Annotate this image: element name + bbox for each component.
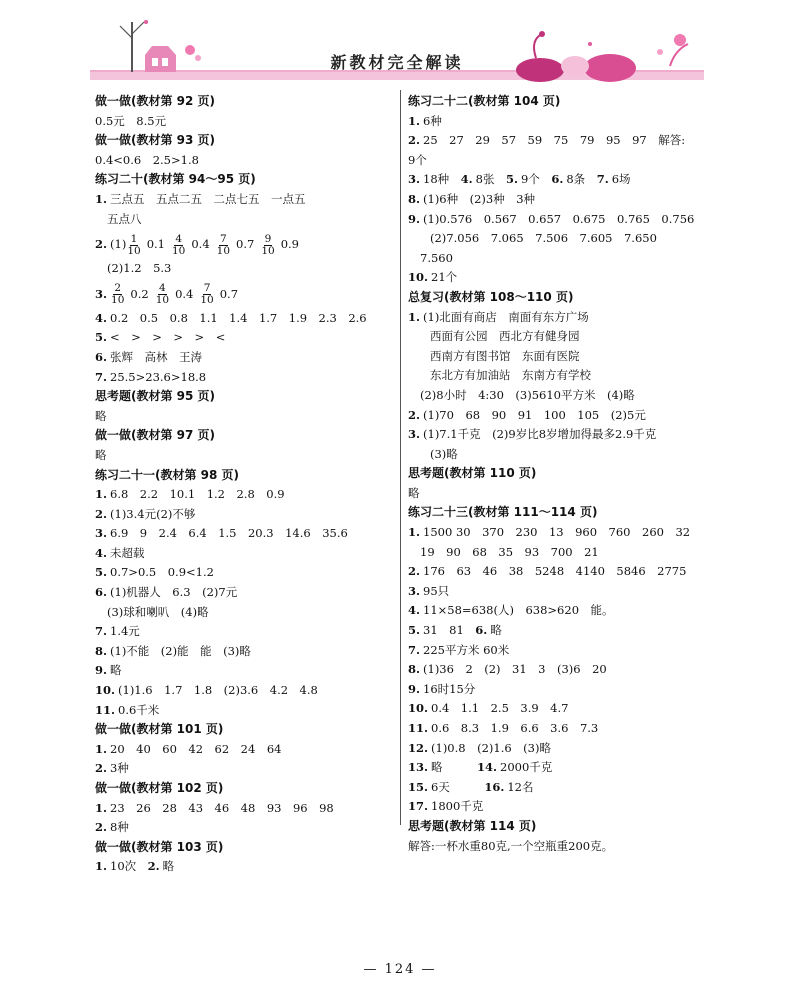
answer-line <box>95 622 395 642</box>
item-number: 10. <box>95 683 116 698</box>
answer-text: 略 <box>408 485 420 500</box>
answer-line <box>95 190 395 210</box>
answer-text: (1)不能 (2)能 能 (3)略 <box>110 643 251 658</box>
answer-line <box>95 210 395 230</box>
item-number: 2. <box>95 820 108 835</box>
answer-text: 略 <box>162 859 175 874</box>
answer-segment <box>110 279 149 309</box>
answer-line <box>408 112 713 132</box>
answer-line <box>95 407 395 427</box>
page-header <box>90 10 704 82</box>
fraction-denominator: 10 <box>200 294 214 307</box>
fraction-numerator: 4 <box>175 232 183 245</box>
decimal-value: 0.4 <box>175 286 194 301</box>
answer-segment <box>216 229 255 259</box>
answer-text: (1)6种 (2)3种 3种 <box>423 191 536 206</box>
fraction-numerator: 9 <box>264 232 272 245</box>
answer-line <box>408 268 713 288</box>
answer-line <box>95 563 395 583</box>
right-column <box>408 92 713 856</box>
answer-text: 6.8 2.2 10.1 1.2 2.8 0.9 <box>110 487 285 502</box>
answer-line <box>95 259 395 279</box>
answer-line <box>95 857 395 877</box>
fraction-denominator: 10 <box>261 244 275 257</box>
heading-text: 思考题(教材第 95 页) <box>95 389 216 404</box>
answer-text: (1)36 2 (2) 31 3 (3)6 20 <box>423 662 607 677</box>
answer-text: 0.7>0.5 0.9<1.2 <box>110 565 214 580</box>
section-heading <box>95 170 395 190</box>
fraction-denominator: 10 <box>111 294 125 307</box>
section-heading <box>95 838 395 858</box>
item-number: 4. <box>95 545 108 560</box>
answer-text: (1)70 68 90 91 100 105 (2)5元 <box>423 407 646 422</box>
item-number: 3. <box>408 427 421 442</box>
item-number: 1. <box>408 113 421 128</box>
answer-line <box>95 505 395 525</box>
answer-text: 18种 <box>423 172 461 187</box>
answer-line <box>95 279 395 309</box>
decimal-value: 0.4 <box>191 237 210 252</box>
item-number: 2. <box>95 237 108 252</box>
decimal-value: 0.7 <box>236 237 255 252</box>
answer-line <box>408 190 713 210</box>
item-number: 16. <box>484 779 505 794</box>
fraction <box>200 283 213 306</box>
heading-text: 练习二十一(教材第 98 页) <box>95 467 240 482</box>
heading-text: 做一做(教材第 97 页) <box>95 428 216 443</box>
answer-line <box>95 603 395 623</box>
item-number: 1. <box>408 525 421 540</box>
answer-segment <box>199 279 238 309</box>
answer-text: 12名 <box>507 779 534 794</box>
answer-text: 3种 <box>110 761 129 776</box>
answer-text: 10次 <box>110 859 148 874</box>
fraction <box>127 234 140 257</box>
fraction-denominator: 10 <box>216 244 231 257</box>
item-number: 4. <box>460 172 473 187</box>
answer-line <box>95 151 395 171</box>
answer-segment <box>110 229 165 259</box>
column-divider <box>400 90 401 825</box>
item-number: 8. <box>408 191 421 206</box>
answer-text: 1500 30 370 230 13 960 760 260 32 <box>423 525 691 540</box>
answer-text: 6.9 9 2.4 6.4 1.5 20.3 14.6 35.6 <box>110 526 348 541</box>
answer-text: 1800千克 <box>431 799 484 814</box>
answer-text: 19 90 68 35 93 700 21 <box>420 544 599 559</box>
header-title: 新教材完全解读 <box>330 53 464 72</box>
answer-line <box>408 837 713 857</box>
item-number: 2. <box>95 761 108 776</box>
item-number: 1. <box>408 309 421 324</box>
fraction <box>261 234 274 257</box>
answer-line <box>95 368 395 388</box>
answer-text: 西南方有图书馆 东面有医院 <box>430 348 580 363</box>
item-number: 6. <box>551 172 564 187</box>
answer-text: 21个 <box>431 270 458 285</box>
answer-line <box>95 229 395 259</box>
fraction-denominator: 10 <box>127 244 141 257</box>
section-heading <box>95 720 395 740</box>
answer-line <box>408 601 713 621</box>
item-number: 3. <box>408 172 421 187</box>
item-number: 2. <box>408 407 421 422</box>
item-number: 11. <box>408 721 429 735</box>
answer-line <box>408 406 713 426</box>
fraction <box>111 283 124 306</box>
answer-text: 西面有公园 西北方有健身园 <box>430 329 580 344</box>
item-number: 1. <box>95 191 108 206</box>
answer-text: (1)3.4元(2)不够 <box>110 506 196 521</box>
answer-line <box>408 445 713 465</box>
item-number: 7. <box>95 624 108 639</box>
answer-line <box>408 151 713 171</box>
answer-text: 95只 <box>423 583 450 598</box>
answer-line <box>408 210 713 230</box>
answer-text: 0.4<0.6 2.5>1.8 <box>95 152 199 167</box>
answer-text: 7.560 <box>420 250 453 265</box>
item-number: 1. <box>95 800 108 815</box>
answer-text: (1)0.8 (2)1.6 (3)略 <box>431 740 551 755</box>
answer-line <box>408 797 713 817</box>
answer-line <box>95 759 395 779</box>
answer-text: (2)8小时 4:30 (3)5610平方米 (4)略 <box>420 387 635 402</box>
answer-text: 8张 <box>475 172 506 187</box>
answer-text: (3)略 <box>430 446 458 461</box>
fraction-denominator: 10 <box>155 294 170 307</box>
item-number: 3. <box>95 526 108 541</box>
heading-text: 思考题(教材第 110 页) <box>408 466 537 481</box>
item-number: 9. <box>95 663 108 678</box>
answer-text: 25.5>23.6>18.8 <box>110 369 207 384</box>
item-number: 5. <box>95 565 108 580</box>
item-number: 6. <box>95 585 108 600</box>
section-heading <box>408 92 713 112</box>
answer-line <box>408 660 713 680</box>
answer-line <box>95 544 395 564</box>
fraction-numerator: 7 <box>203 282 211 295</box>
item-number: 3. <box>95 286 108 301</box>
section-heading <box>408 817 713 837</box>
answer-line <box>95 642 395 662</box>
answer-text: < > > > > < <box>110 330 226 345</box>
item-number: 9. <box>408 211 421 226</box>
fraction-numerator: 7 <box>220 232 227 245</box>
item-number: 1. <box>95 741 108 756</box>
answer-line <box>408 249 713 269</box>
item-number: 8. <box>95 643 108 658</box>
answer-text: 9个 <box>521 172 552 187</box>
answer-text: 0.5元 8.5元 <box>95 113 167 128</box>
item-number: 2. <box>147 859 160 874</box>
answer-text: 8种 <box>110 820 129 835</box>
heading-text: 做一做(教材第 93 页) <box>95 133 216 148</box>
answer-text: 五点八 <box>107 211 142 226</box>
item-number: 6. <box>95 349 108 364</box>
answer-text: 1.4元 <box>110 624 140 639</box>
item-number: 7. <box>95 369 108 384</box>
item-number: 13. <box>408 760 429 775</box>
answer-text: 20 40 60 42 62 24 64 <box>110 741 282 756</box>
answer-line <box>408 778 713 798</box>
answer-line <box>408 308 713 328</box>
decimal-value: 0.1 <box>146 237 165 252</box>
answer-line <box>408 170 713 190</box>
answer-text: (3)球和喇叭 (4)略 <box>107 604 209 619</box>
item-number: 3. <box>408 583 421 598</box>
item-number: 12. <box>408 740 429 755</box>
answer-line <box>95 799 395 819</box>
fraction-numerator: 2 <box>114 282 122 295</box>
answer-text: 6场 <box>611 172 631 187</box>
heading-text: 做一做(教材第 101 页) <box>95 722 224 737</box>
item-number: 1. <box>95 487 108 502</box>
answer-text: 0.2 0.5 0.8 1.1 1.4 1.7 1.9 2.3 2.6 <box>110 310 367 325</box>
answer-line <box>95 112 395 132</box>
answer-line <box>408 131 713 151</box>
section-heading <box>408 503 713 523</box>
answer-line <box>408 680 713 700</box>
answer-line <box>408 425 713 445</box>
section-heading <box>95 131 395 151</box>
left-column <box>95 92 395 877</box>
answer-text: (2)1.2 5.3 <box>107 261 172 276</box>
answer-line <box>95 348 395 368</box>
answer-line <box>408 484 713 504</box>
answer-text: 略 <box>490 623 502 638</box>
answer-line <box>408 229 713 249</box>
answer-text: (1)机器人 6.3 (2)7元 <box>110 585 238 600</box>
answer-line <box>95 328 395 348</box>
answer-text: 176 63 46 38 5248 4140 5846 2775 <box>423 564 687 579</box>
heading-text: 做一做(教材第 103 页) <box>95 839 224 854</box>
answer-line <box>95 818 395 838</box>
item-number: 10. <box>408 270 429 285</box>
item-number: 11. <box>95 702 116 717</box>
answer-line <box>408 621 713 641</box>
answer-text: 0.4 1.1 2.5 3.9 4.7 <box>431 701 569 716</box>
item-number: 15. <box>408 779 429 794</box>
section-heading <box>95 387 395 407</box>
item-number: 17. <box>408 799 429 814</box>
section-heading <box>408 288 713 308</box>
item-number: 4. <box>408 603 421 618</box>
answer-line <box>408 719 713 739</box>
item-number: 2. <box>408 564 421 579</box>
answer-text: (1)0.576 0.567 0.657 0.675 0.765 0.756 <box>423 211 695 226</box>
item-number: 6. <box>475 623 488 638</box>
item-number: 5. <box>95 330 108 345</box>
answer-text: 31 81 <box>423 623 476 638</box>
answer-text: 25 27 29 57 59 75 79 95 97 解答: <box>423 133 686 148</box>
answer-text: 11×58=638(人) 638>620 能。 <box>423 603 614 618</box>
answer-line <box>408 366 713 386</box>
answer-line <box>408 641 713 661</box>
answer-text: 解答:一杯水重80克,一个空瓶重200克。 <box>408 838 614 853</box>
answer-text: 6天 <box>431 779 485 794</box>
item-number: 2. <box>408 133 421 148</box>
fraction <box>217 234 230 257</box>
answer-line <box>95 681 395 701</box>
answer-line <box>408 386 713 406</box>
answer-line <box>408 543 713 563</box>
answer-segment <box>171 229 210 259</box>
answer-text: 未超载 <box>110 545 145 560</box>
decimal-value: 0.2 <box>130 286 149 301</box>
item-number: 7. <box>408 642 421 657</box>
answer-text: 23 26 28 43 46 48 93 96 98 <box>110 800 334 815</box>
fraction-numerator: 1 <box>130 232 138 245</box>
item-number: 14. <box>477 760 498 775</box>
fraction-denominator: 10 <box>171 244 186 257</box>
heading-text: 练习二十(教材第 94～95 页) <box>95 172 256 187</box>
answer-line <box>95 485 395 505</box>
answer-text: 9个 <box>408 152 427 167</box>
answer-line <box>95 661 395 681</box>
item-number: 8. <box>408 662 421 677</box>
answer-text: (1)7.1千克 (2)9岁比8岁增加得最多2.9千克 <box>423 427 657 442</box>
answer-line <box>95 701 395 721</box>
item-number: 7. <box>596 172 609 187</box>
item-number: 2. <box>95 506 108 521</box>
section-heading <box>95 426 395 446</box>
answer-line <box>95 309 395 329</box>
answer-text: 略 <box>95 447 107 462</box>
answer-text: 0.6 8.3 1.9 6.6 3.6 7.3 <box>431 721 599 735</box>
heading-text: 总复习(教材第 108～110 页) <box>408 289 574 304</box>
answer-line <box>95 740 395 760</box>
decimal-value: 0.9 <box>280 237 299 252</box>
answer-line <box>408 327 713 347</box>
answer-text: 8条 <box>566 172 597 187</box>
answer-text: 6种 <box>423 113 442 128</box>
item-number: 10. <box>408 701 429 716</box>
section-heading <box>95 779 395 799</box>
decimal-value: 0.7 <box>219 286 239 301</box>
heading-text: 做一做(教材第 92 页) <box>95 94 216 108</box>
heading-text: 练习二十二(教材第 104 页) <box>408 94 561 108</box>
answer-text: 2000千克 <box>500 760 553 775</box>
answer-text: 三点五 五点二五 二点七五 一点五 <box>110 191 306 206</box>
answer-text: 225平方米 60米 <box>423 642 510 657</box>
answer-line <box>408 562 713 582</box>
item-number: 5. <box>506 172 519 187</box>
section-heading <box>408 464 713 484</box>
answer-text: 略 <box>95 408 107 423</box>
answer-text: 东北方有加油站 东南方有学校 <box>430 368 591 383</box>
answer-line <box>95 583 395 603</box>
section-heading <box>95 466 395 486</box>
answer-line <box>95 524 395 544</box>
answer-line <box>408 758 713 778</box>
answer-text: (1)1.6 1.7 1.8 (2)3.6 4.2 4.8 <box>118 683 318 698</box>
answer-text: (2)7.056 7.065 7.506 7.605 7.650 <box>430 231 657 246</box>
item-number: 4. <box>95 310 108 325</box>
answer-text: 略 <box>110 663 122 678</box>
heading-text: 练习二十三(教材第 111～114 页) <box>408 505 598 520</box>
answer-line <box>408 582 713 602</box>
answer-line <box>408 523 713 543</box>
page-number: — 124 — <box>363 962 437 977</box>
item-number: 1. <box>95 859 108 874</box>
heading-text: 做一做(教材第 102 页) <box>95 781 224 795</box>
answer-text: (1)北面有商店 南面有东方广场 <box>423 309 589 324</box>
answer-segment <box>155 279 194 309</box>
fraction <box>156 283 169 306</box>
part-label: (1) <box>110 237 127 252</box>
section-heading <box>95 92 395 112</box>
item-number: 9. <box>408 681 421 696</box>
answer-segment <box>260 229 299 259</box>
fraction <box>172 234 185 257</box>
answer-line <box>95 446 395 466</box>
heading-text: 思考题(教材第 114 页) <box>408 818 537 833</box>
fraction-numerator: 4 <box>159 282 166 295</box>
answer-text: 略 <box>431 760 478 775</box>
item-number: 5. <box>408 623 421 638</box>
answer-line <box>408 699 713 719</box>
answer-text: 16时15分 <box>423 681 476 696</box>
answer-text: 张辉 高林 王涛 <box>110 349 203 364</box>
answer-line <box>408 347 713 367</box>
answer-text: 0.6千米 <box>118 702 160 717</box>
answer-line <box>408 739 713 759</box>
